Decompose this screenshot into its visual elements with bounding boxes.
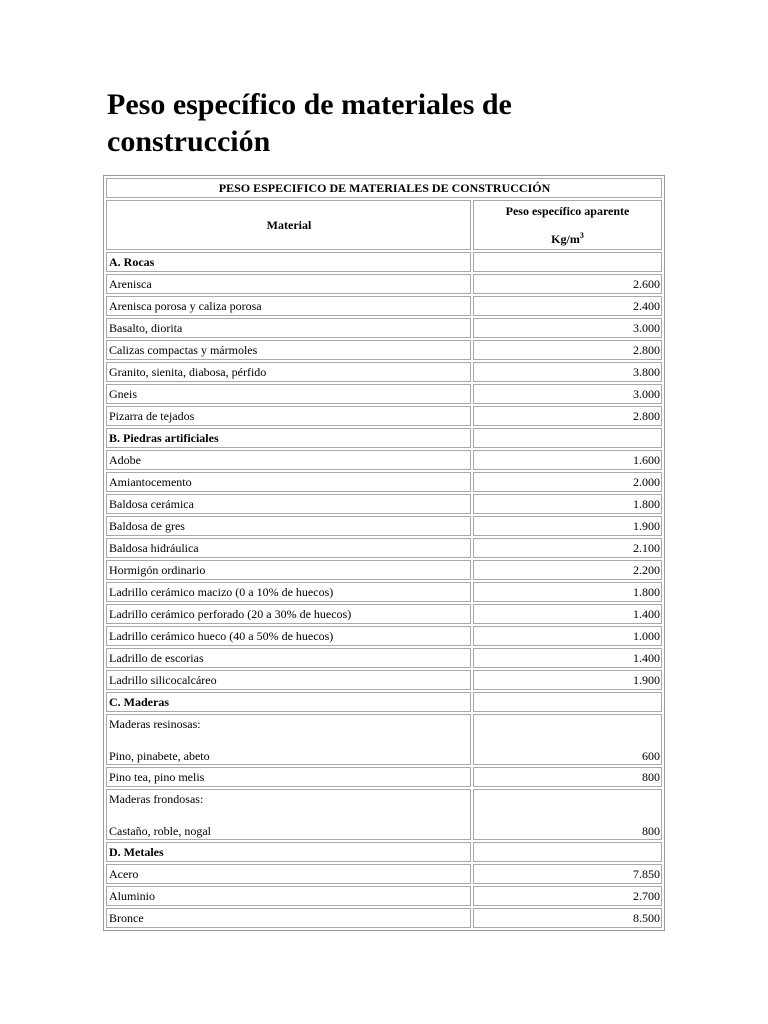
weight-value: 1.400: [473, 648, 662, 668]
table-row: [106, 516, 662, 536]
section-empty-cell: [473, 692, 662, 712]
weight-value: 1.400: [473, 604, 662, 624]
weight-value: 1.900: [473, 516, 662, 536]
table-row: [106, 538, 662, 558]
weight-value: 600: [473, 714, 662, 765]
material-cell: [106, 789, 471, 840]
table-row: [106, 560, 662, 580]
section-label: B. Piedras artificiales: [106, 428, 471, 448]
weight-column-title: Peso específico aparente: [505, 204, 630, 218]
weight-value: 2.400: [473, 296, 662, 316]
weight-column-unit: $Kg/m^3$: [551, 231, 584, 246]
weight-value: 2.000: [473, 472, 662, 492]
table-row: [106, 626, 662, 646]
table-row: [106, 450, 662, 470]
weight-value: 2.100: [473, 538, 662, 558]
weight-value: 800: [473, 767, 662, 787]
material-column-header: Material: [106, 200, 471, 250]
table-caption: PESO ESPECIFICO DE MATERIALES DE CONSTRUCCIÓN: [106, 178, 662, 198]
table-row: [106, 494, 662, 514]
table-row: [106, 406, 662, 426]
table-row: [106, 340, 662, 360]
material-name: Ladrillo silicocalcáreo: [106, 670, 471, 690]
material-name: Hormigón ordinario: [106, 560, 471, 580]
table-row: [106, 582, 662, 602]
table-row: [106, 362, 662, 382]
material-name: Adobe: [106, 450, 471, 470]
material-name: Pino tea, pino melis: [106, 767, 471, 787]
section-label: D. Metales: [106, 842, 471, 862]
material-name: Arenisca porosa y caliza porosa: [106, 296, 471, 316]
material-name: Bronce: [106, 908, 471, 928]
table-row: [106, 864, 662, 884]
section-empty-cell: [473, 842, 662, 862]
table-row: [106, 472, 662, 492]
weight-value: 800: [473, 789, 662, 840]
material-name: Castaño, roble, nogal: [109, 824, 211, 838]
section-empty-cell: [473, 428, 662, 448]
material-name: Acero: [106, 864, 471, 884]
material-name: Ladrillo cerámico perforado (20 a 30% de huecos): [106, 604, 471, 624]
materials-table: [103, 175, 665, 931]
weight-value: 8.500: [473, 908, 662, 928]
weight-value: 1.600: [473, 450, 662, 470]
material-name: Ladrillo cerámico hueco (40 a 50% de huecos): [106, 626, 471, 646]
section-empty-cell: [473, 252, 662, 272]
weight-value: 1.000: [473, 626, 662, 646]
section-row: [106, 252, 662, 272]
table-row: [106, 384, 662, 404]
section-row: [106, 692, 662, 712]
weight-value: 2.800: [473, 406, 662, 426]
subgroup-label: Maderas resinosas:: [109, 717, 201, 731]
material-name: Ladrillo de escorias: [106, 648, 471, 668]
table-row: [106, 767, 662, 787]
weight-value: 1.800: [473, 582, 662, 602]
weight-value: 2.200: [473, 560, 662, 580]
weight-value: 3.800: [473, 362, 662, 382]
material-name: Granito, sienita, diabosa, pérfido: [106, 362, 471, 382]
material-name: Baldosa cerámica: [106, 494, 471, 514]
material-name: Amiantocemento: [106, 472, 471, 492]
material-name: Baldosa hidráulica: [106, 538, 471, 558]
subgroup-label: Maderas frondosas:: [109, 792, 204, 806]
material-cell: [106, 714, 471, 765]
section-row: [106, 842, 662, 862]
table-header-row: [106, 200, 662, 250]
table-row: [106, 886, 662, 906]
weight-value: 1.900: [473, 670, 662, 690]
table-row: [106, 670, 662, 690]
table-row: [106, 296, 662, 316]
material-name: Gneis: [106, 384, 471, 404]
material-name: Aluminio: [106, 886, 471, 906]
material-name: Baldosa de gres: [106, 516, 471, 536]
weight-value: 2.600: [473, 274, 662, 294]
table-row: [106, 274, 662, 294]
table-row: [106, 648, 662, 668]
material-name: Ladrillo cerámico macizo (0 a 10% de huecos): [106, 582, 471, 602]
table-row: [106, 604, 662, 624]
weight-value: 7.850: [473, 864, 662, 884]
table-caption-row: [106, 178, 662, 198]
section-label: C. Maderas: [106, 692, 471, 712]
material-name: Pino, pinabete, abeto: [109, 749, 210, 763]
section-row: [106, 428, 662, 448]
weight-value: 3.000: [473, 384, 662, 404]
table-row: [106, 908, 662, 928]
table-row: [106, 318, 662, 338]
weight-value: 2.700: [473, 886, 662, 906]
material-name: Basalto, diorita: [106, 318, 471, 338]
weight-value: 1.800: [473, 494, 662, 514]
weight-column-header: [473, 200, 662, 250]
weight-value: 3.000: [473, 318, 662, 338]
page-title: Peso específico de materiales de construcción: [107, 88, 512, 158]
material-name: Calizas compactas y mármoles: [106, 340, 471, 360]
weight-value: 2.800: [473, 340, 662, 360]
material-name: Arenisca: [106, 274, 471, 294]
material-name: Pizarra de tejados: [106, 406, 471, 426]
section-label: A. Rocas: [106, 252, 471, 272]
table-row: [106, 714, 662, 765]
table-row: [106, 789, 662, 840]
